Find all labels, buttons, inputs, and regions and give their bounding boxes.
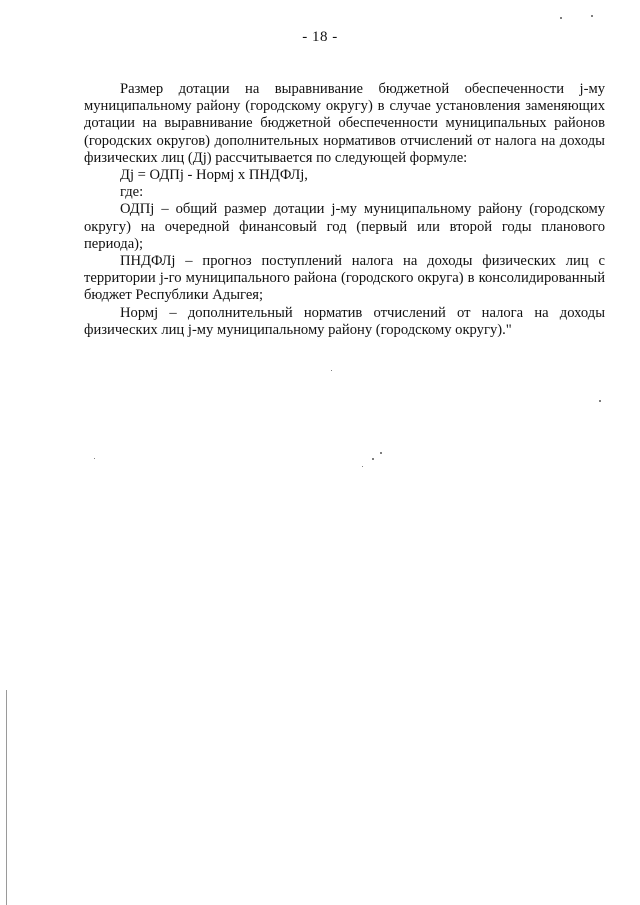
scan-speck bbox=[362, 466, 363, 467]
scan-speck bbox=[94, 458, 95, 459]
scan-edge-line bbox=[6, 690, 7, 905]
definition-odp: ОДПj – общий размер дотации j-му муниципальному району (городскому округу) на очередной финансовый год (первый или второй годы планового периода); bbox=[84, 201, 605, 252]
document-body bbox=[84, 81, 605, 339]
where-label: где: bbox=[120, 184, 144, 201]
scan-speck bbox=[599, 400, 601, 402]
definition-pndfl: ПНДФЛj – прогноз поступлений налога на доходы физических лиц с территории j-го муниципального района (городского округа) в консолидированный бюджет Республики Адыгея; bbox=[84, 253, 605, 304]
formula-line: Дj = ОДПj - Нормj х ПНДФЛj, bbox=[120, 167, 308, 184]
page-number: - 18 - bbox=[302, 29, 338, 45]
scan-speck bbox=[372, 458, 374, 460]
scan-speck bbox=[380, 452, 382, 454]
scan-speck bbox=[331, 370, 332, 371]
scan-speck bbox=[591, 15, 593, 17]
paragraph-intro: Размер дотации на выравнивание бюджетной обеспеченности j-му муниципальному району (городскому округу) в случае установления заменяющих дотации на выравнивание бюджетной обеспеченности муниципальных районов (городских округов) дополнительных нормативов отчислений от налога на доходы физических лиц (Дj) рассчитывается по следующей формуле: bbox=[84, 81, 605, 166]
definition-norm: Нормj – дополнительный норматив отчислений от налога на доходы физических лиц j-му муниципальному району (городскому округу)." bbox=[84, 304, 605, 338]
scan-speck bbox=[560, 17, 562, 19]
